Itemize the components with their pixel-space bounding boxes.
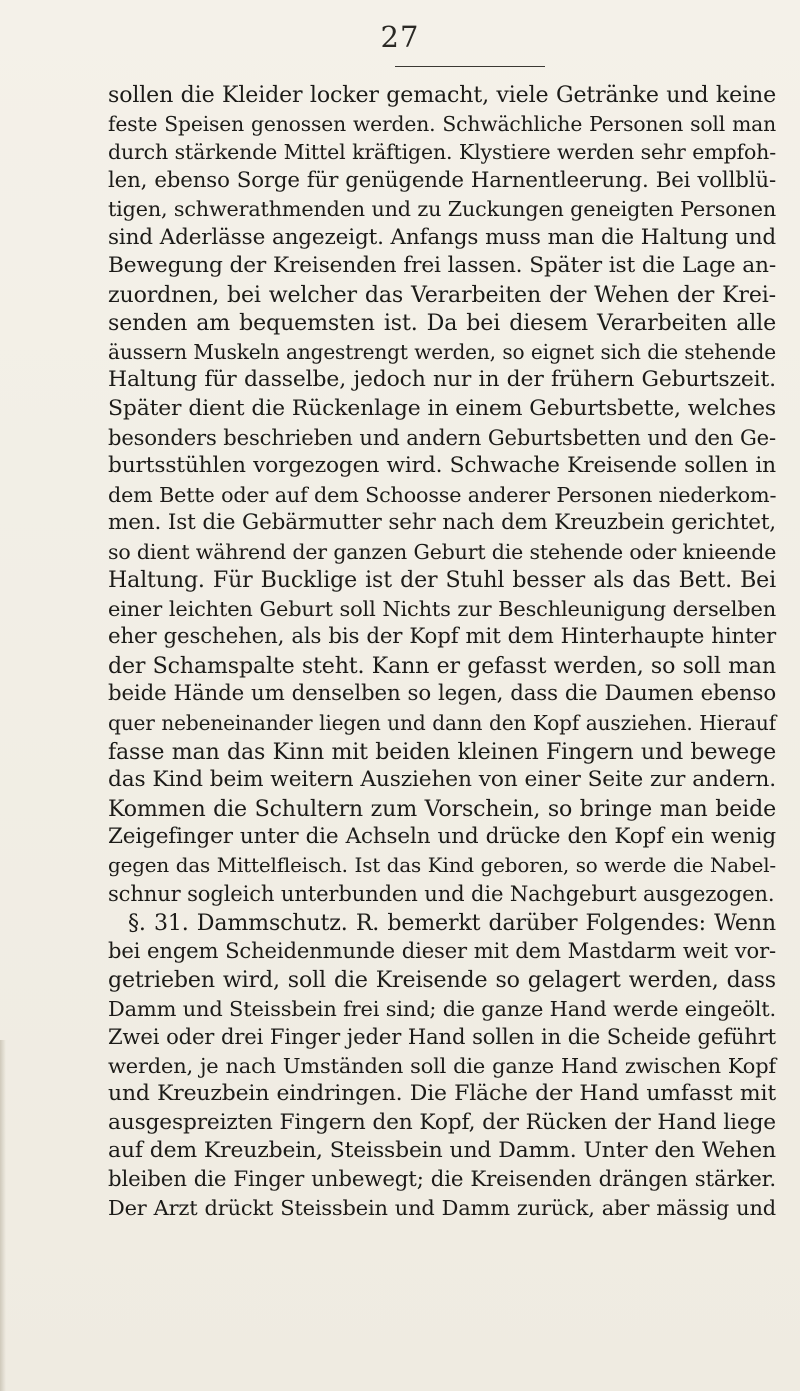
text-line: getrieben wird, soll die Kreisende so gelagert werden, dass (108, 966, 776, 993)
text-line: einer leichten Geburt soll Nichts zur Beschleunigung derselben (108, 596, 776, 621)
text-line: Später dient die Rückenlage in einem Geburtsbette, welches (108, 396, 776, 422)
text-line: das Kind beim weitern Ausziehen von einer Seite zur andern. (108, 767, 776, 793)
text-line: so dient während der ganzen Geburt die stehende oder knieende (108, 539, 777, 564)
text-line: fasse man das Kinn mit beiden kleinen Fingern und bewege (108, 738, 776, 765)
text-line: bei engem Scheidenmunde dieser mit dem Mastdarm weit vor- (108, 938, 776, 964)
text-line: schnur sogleich unterbunden und die Nachgeburt ausgezogen. (108, 881, 775, 907)
text-line: Haltung. Für Bucklige ist der Stuhl besser als das Bett. Bei (108, 567, 776, 594)
text-line: dem Bette oder auf dem Schoosse anderer Personen niederkom- (108, 482, 777, 507)
page-binding-shadow (0, 1040, 6, 1391)
text-line: Damm und Steissbein frei sind; die ganze Hand werde eingeölt. (108, 996, 776, 1021)
text-line: eher geschehen, als bis der Kopf mit dem Hinterhaupte hinter (108, 624, 776, 650)
text-line: ausgespreizten Fingern den Kopf, der Rücken der Hand liege (108, 1109, 776, 1135)
text-line: Haltung für dasselbe, jedoch nur in der frühern Geburtszeit. (108, 367, 776, 393)
text-line: burtsstühlen vorgezogen wird. Schwache Kreisende sollen in (108, 453, 776, 479)
text-line: durch stärkende Mittel kräftigen. Klystiere werden sehr empfoh- (108, 140, 776, 165)
page-number: 27 (380, 20, 420, 54)
text-line: auf dem Kreuzbein, Steissbein und Damm. Unter den Wehen (108, 1138, 776, 1164)
text-line: tigen, schwerathmenden und zu Zuckungen geneigten Personen (108, 197, 776, 222)
text-line: werden, je nach Umständen soll die ganze Hand zwischen Kopf (108, 1053, 776, 1078)
text-line: beide Hände um denselben so legen, dass die Daumen ebenso (108, 681, 776, 707)
section-heading-line: §. 31. Dammschutz. R. bemerkt darüber Folgendes: Wenn (128, 909, 776, 936)
text-line: senden am bequemsten ist. Da bei diesem Verarbeiten alle (108, 310, 776, 337)
text-line: sollen die Kleider locker gemacht, viele Getränke und keine (108, 82, 776, 108)
text-line: besonders beschrieben und andern Geburtsbetten und den Ge- (108, 424, 776, 450)
text-line: Zeigefinger unter die Achseln und drücke den Kopf ein wenig (108, 824, 776, 850)
text-line: len, ebenso Sorge für genügende Harnentleerung. Bei vollblü- (108, 167, 776, 193)
text-line: gegen das Mittelfleisch. Ist das Kind geboren, so werde die Nabel- (108, 853, 776, 877)
text-line: zuordnen, bei welcher das Verarbeiten der Wehen der Krei- (108, 281, 776, 308)
text-line: sind Aderlässe angezeigt. Anfangs muss man die Haltung und (108, 224, 776, 250)
text-line: bleiben die Finger unbewegt; die Kreisenden drängen stärker. (108, 1166, 776, 1192)
text-line: und Kreuzbein eindringen. Die Fläche der Hand umfasst mit (108, 1081, 776, 1107)
text-line: quer nebeneinander liegen und dann den Kopf ausziehen. Hierauf (108, 711, 776, 736)
header-rule (395, 66, 545, 67)
text-line: äussern Muskeln angestrengt werden, so eignet sich die stehende (108, 339, 776, 364)
text-line: der Schamspalte steht. Kann er gefasst werden, so soll man (108, 652, 776, 679)
text-line: Kommen die Schultern zum Vorschein, so bringe man beide (108, 795, 776, 822)
text-line: feste Speisen genossen werden. Schwächliche Personen soll man (108, 111, 776, 136)
text-line: men. Ist die Gebärmutter sehr nach dem Kreuzbein gerichtet, (108, 510, 776, 536)
text-line: Der Arzt drückt Steissbein und Damm zurück, aber mässig und (108, 1196, 776, 1221)
text-line: Bewegung der Kreisenden frei lassen. Später ist die Lage an- (108, 253, 776, 279)
body-text (108, 81, 776, 1223)
text-line: Zwei oder drei Finger jeder Hand sollen in die Scheide geführt (108, 1024, 776, 1050)
